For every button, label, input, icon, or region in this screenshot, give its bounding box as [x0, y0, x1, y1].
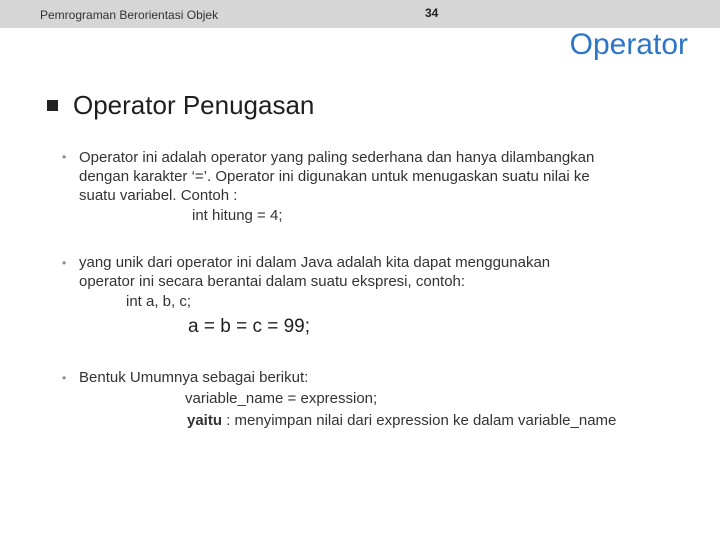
bullet3-line1: Bentuk Umumnya sebagai berikut:	[79, 369, 309, 386]
bullet-dot-icon: •	[62, 150, 67, 164]
bullet-dot-icon: •	[62, 371, 67, 385]
explain-text: : menyimpan nilai dari expression ke dalam variable_name	[226, 412, 617, 429]
slide-title: Operator	[569, 28, 688, 61]
example-chain-assignment: a = b = c = 99;	[188, 316, 311, 337]
bullet1-line1: Operator ini adalah operator yang paling sederhana dan hanya dilambangkan	[79, 149, 595, 166]
header-bar	[0, 0, 720, 28]
bullet2-line1: yang unik dari operator ini dalam Java adalah kita dapat menggunakan	[79, 254, 551, 271]
bullet2-line2: operator ini secara berantai dalam suatu ekspresi, contoh:	[79, 273, 466, 290]
bullet1-line2: dengan karakter ‘=’. Operator ini digunakan untuk menugaskan suatu nilai ke	[79, 168, 590, 185]
bullet-dot-icon: •	[62, 256, 67, 270]
syntax-explanation	[187, 412, 616, 429]
bullet2-text	[79, 253, 679, 291]
explain-keyword: yaitu	[187, 412, 223, 429]
example-declaration: int a, b, c;	[126, 293, 192, 310]
course-title: Pemrograman Berorientasi Objek	[40, 8, 219, 22]
bullet1-text	[79, 148, 679, 205]
syntax-form: variable_name = expression;	[185, 390, 378, 407]
page-number: 34	[425, 6, 439, 20]
example-assignment: int hitung = 4;	[192, 207, 283, 224]
section-heading: Operator Penugasan	[73, 90, 315, 120]
square-bullet-icon	[47, 100, 58, 111]
bullet1-line3: suatu variabel. Contoh :	[79, 187, 238, 204]
